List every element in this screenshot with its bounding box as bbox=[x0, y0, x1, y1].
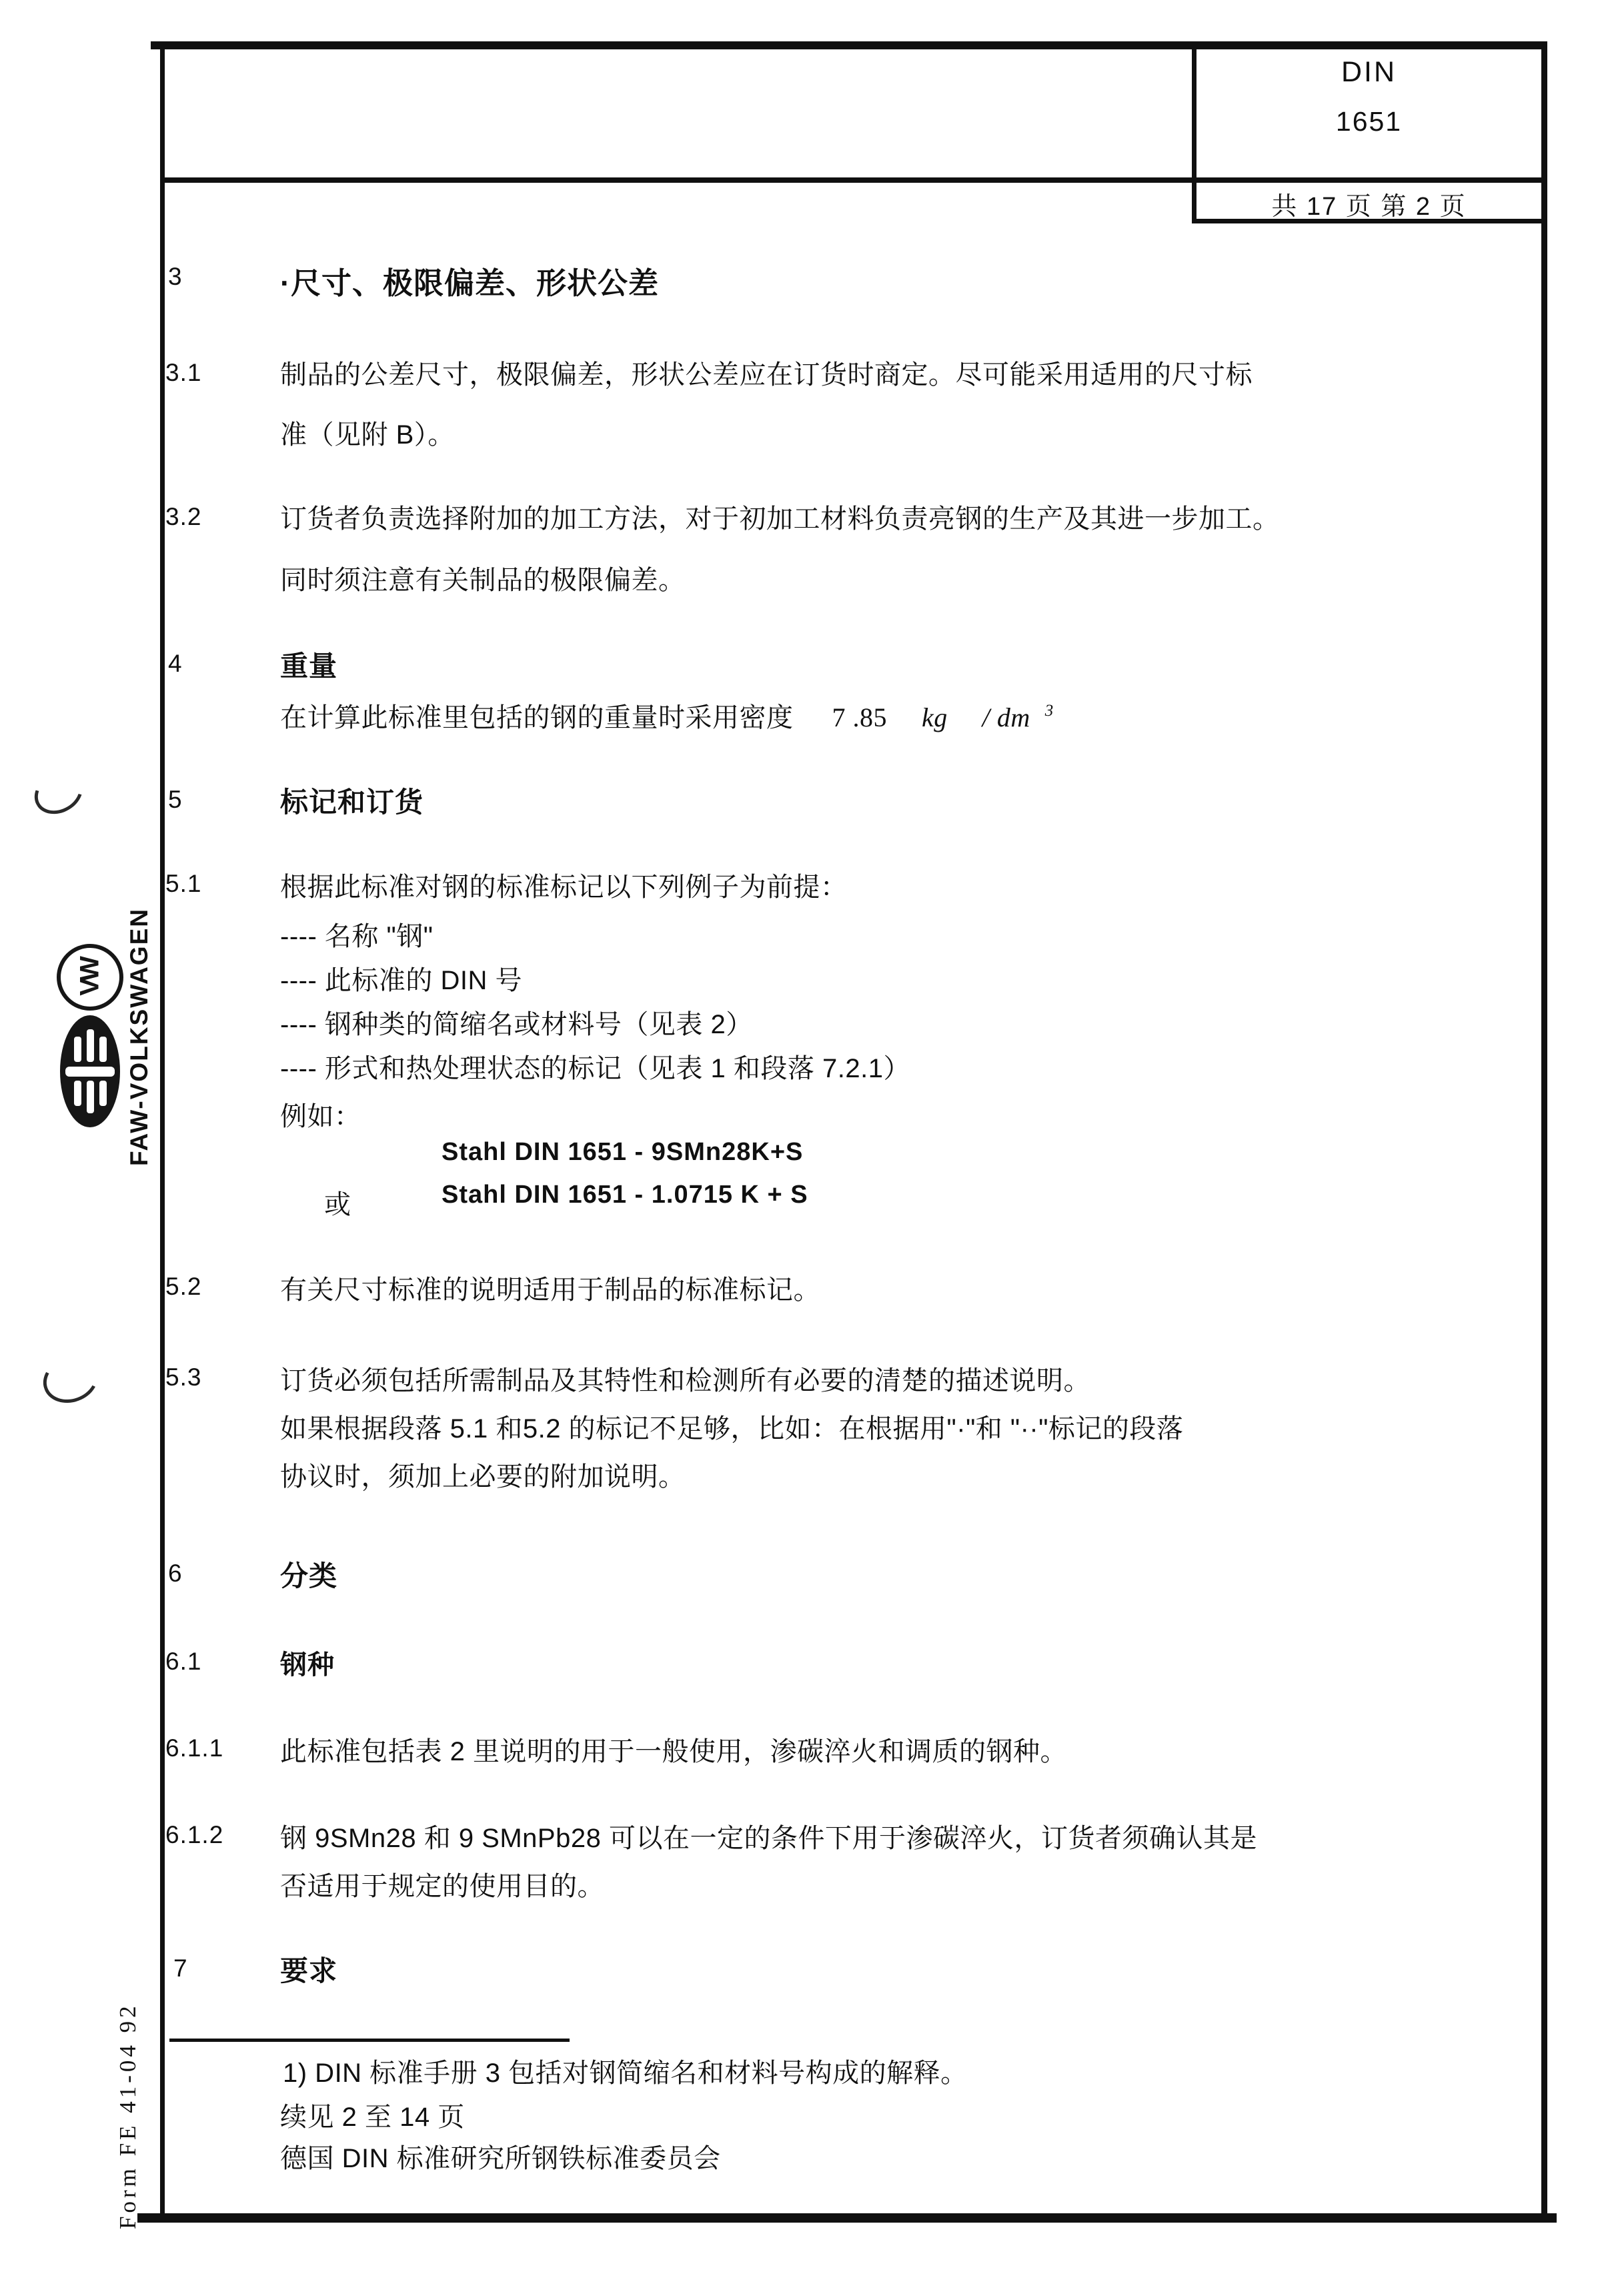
body-line: 准（见附 B）。 bbox=[280, 420, 455, 450]
body-line: 协议时，须加上必要的附加说明。 bbox=[280, 1462, 686, 1492]
list-item: ---- 钢种类的简缩名或材料号（见表 2） bbox=[280, 1010, 753, 1039]
standard-code-box bbox=[1196, 56, 1541, 137]
section-number: 5.2 bbox=[165, 1273, 202, 1300]
section-number: 6 bbox=[168, 1560, 183, 1587]
section-number: 6.1 bbox=[165, 1648, 202, 1675]
form-number: Form FE 41-04 92 bbox=[115, 2002, 141, 2229]
density-value: 7 .85 bbox=[832, 702, 887, 732]
din-box-left-edge bbox=[1192, 41, 1196, 223]
density-line bbox=[280, 696, 1054, 734]
page-info: 共 17 页 第 2 页 bbox=[1271, 193, 1467, 221]
list-item: ---- 此标准的 DIN 号 bbox=[280, 966, 523, 995]
section-number: 5 bbox=[168, 786, 183, 813]
border-right bbox=[1541, 41, 1547, 2217]
section-heading: 分类 bbox=[280, 1560, 338, 1592]
border-bottom bbox=[137, 2213, 1557, 2223]
section-number: 5.3 bbox=[165, 1363, 202, 1391]
footnote-separator bbox=[169, 2039, 570, 2042]
body-line: 根据此标准对钢的标准标记以下列例子为前提： bbox=[280, 873, 848, 902]
body-line: 否适用于规定的使用目的。 bbox=[280, 1872, 604, 1901]
section-number: 7 bbox=[173, 1954, 188, 1982]
unit-exponent: 3 bbox=[1044, 702, 1054, 720]
body-line: 如果根据段落 5.1 和5.2 的标记不足够，比如：在根据用"·"和 "··"标记的段落 bbox=[280, 1414, 1184, 1444]
designation-example: Stahl DIN 1651 - 9SMn28K+S bbox=[442, 1138, 804, 1166]
pen-mark bbox=[27, 762, 91, 822]
or-label: 或 bbox=[324, 1190, 351, 1219]
section-number: 5.1 bbox=[165, 870, 202, 897]
section-number: 3.2 bbox=[165, 503, 202, 530]
section-number: 4 bbox=[168, 650, 183, 677]
body-line: 此标准包括表 2 里说明的用于一般使用，渗碳淬火和调质的钢种。 bbox=[280, 1737, 1067, 1766]
pen-mark bbox=[37, 1349, 105, 1411]
unit-dm: / dm bbox=[982, 702, 1030, 732]
body-line: 同时须注意有关制品的极限偏差。 bbox=[280, 566, 686, 595]
border-top bbox=[151, 41, 1546, 49]
standard-number: 1651 bbox=[1335, 106, 1403, 137]
density-text: 在计算此标准里包括的钢的重量时采用密度 bbox=[280, 703, 794, 732]
body-line: 有关尺寸标准的说明适用于制品的标准标记。 bbox=[280, 1275, 820, 1305]
example-label: 例如： bbox=[280, 1102, 361, 1131]
continuation-note: 续见 2 至 14 页 bbox=[280, 2103, 465, 2132]
section-heading: 钢种 bbox=[280, 1650, 335, 1680]
footnote: 1) DIN 标准手册 3 包括对钢简缩名和材料号构成的解释。 bbox=[283, 2059, 968, 2088]
list-item: ---- 名称 "钢" bbox=[280, 922, 434, 951]
section-heading: 标记和订货 bbox=[280, 786, 424, 818]
body-line: 订货者负责选择附加的加工方法，对于初加工材料负责亮钢的生产及其进一步加工。 bbox=[280, 504, 1280, 534]
designation-example: Stahl DIN 1651 - 1.0715 K + S bbox=[442, 1181, 808, 1209]
section-number: 6.1.1 bbox=[165, 1734, 224, 1762]
company-name: FAW-VOLKSWAGEN bbox=[125, 908, 153, 1166]
committee-note: 德国 DIN 标准研究所钢铁标准委员会 bbox=[280, 2144, 721, 2173]
faw-oval-icon bbox=[59, 1014, 121, 1129]
section-heading: ·尺寸、极限偏差、形状公差 bbox=[280, 266, 659, 300]
section-number: 3 bbox=[168, 263, 183, 290]
unit-kg: kg bbox=[922, 702, 948, 732]
list-item: ---- 形式和热处理状态的标记（见表 1 和段落 7.2.1） bbox=[280, 1054, 910, 1083]
body-line: 制品的公差尺寸，极限偏差，形状公差应在订货时商定。尽可能采用适用的尺寸标 bbox=[280, 360, 1253, 390]
border-left bbox=[160, 41, 165, 2217]
section-number: 3.1 bbox=[165, 359, 202, 386]
standard-code: DIN bbox=[1341, 56, 1397, 88]
body-line: 订货必须包括所需制品及其特性和检测所有必要的清楚的描述说明。 bbox=[280, 1366, 1090, 1395]
section-number: 6.1.2 bbox=[165, 1821, 224, 1848]
vw-monogram: VW bbox=[75, 959, 105, 996]
vw-roundel-icon bbox=[57, 944, 123, 1011]
section-heading: 要求 bbox=[280, 1955, 338, 1986]
header-separator bbox=[165, 177, 1541, 183]
body-line: 钢 9SMn28 和 9 SMnPb28 可以在一定的条件下用于渗碳淬火，订货者须确认其是 bbox=[280, 1824, 1257, 1853]
section-heading: 重量 bbox=[280, 650, 338, 682]
